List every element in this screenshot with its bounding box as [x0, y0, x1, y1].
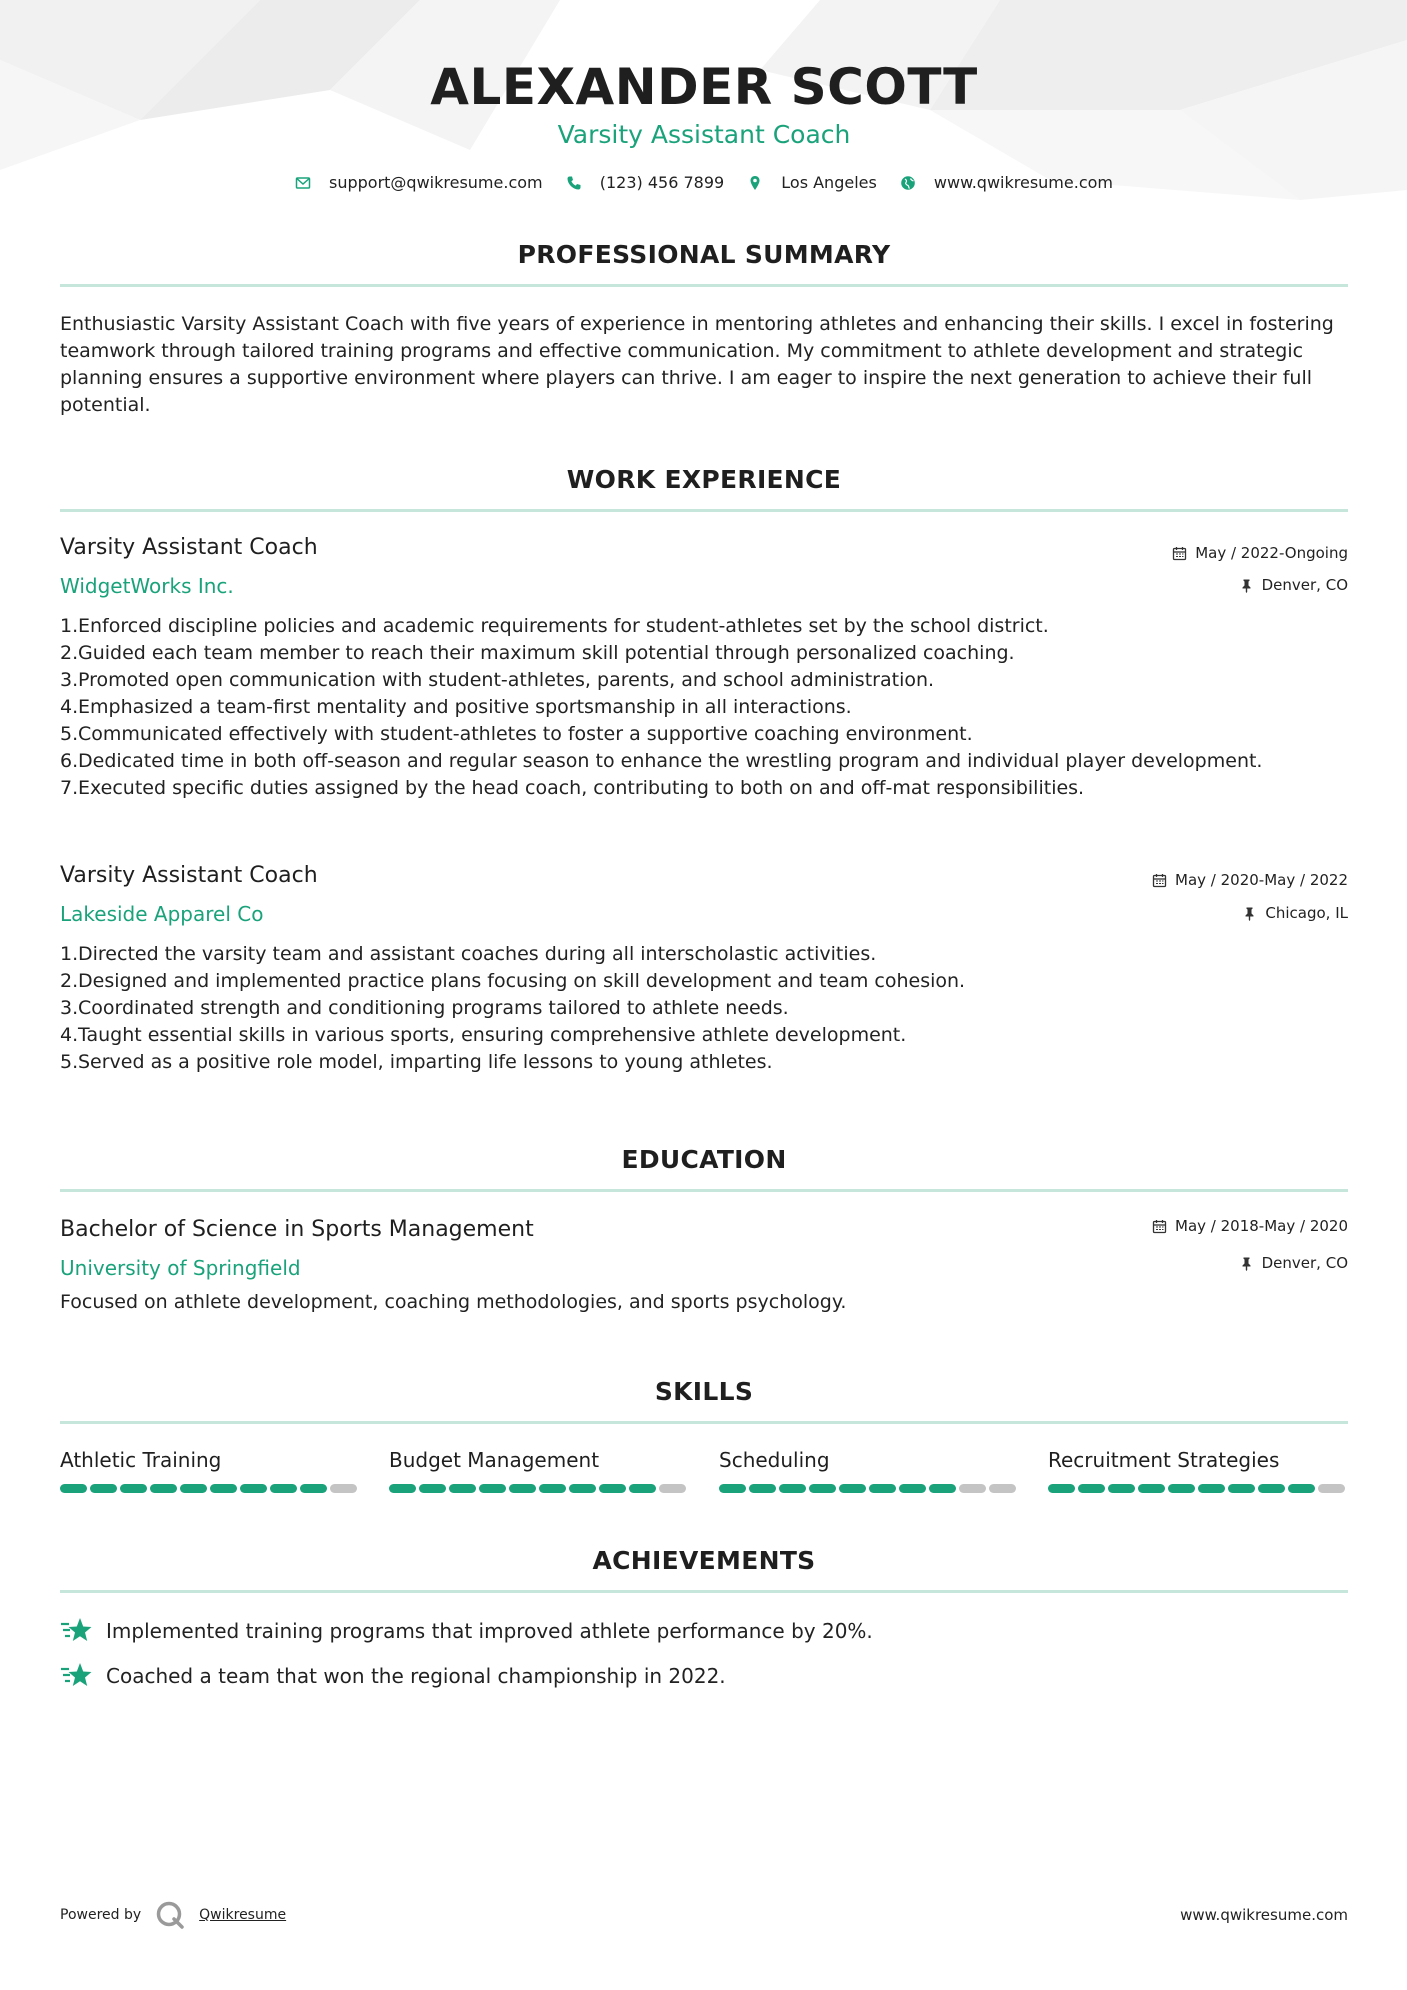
- section-title-education: EDUCATION: [621, 1145, 787, 1174]
- job-dates-text: May / 2022-Ongoing: [1195, 544, 1348, 562]
- footer-powered-by: [60, 1900, 286, 1930]
- pushpin-icon: [1239, 578, 1254, 593]
- skill-segment-filled: [300, 1484, 327, 1493]
- skill-segment-filled: [899, 1484, 926, 1493]
- skill-segment-filled: [779, 1484, 806, 1493]
- achievement-item: [60, 1616, 873, 1646]
- envelope-icon: [295, 175, 311, 191]
- skill-segment-filled: [1288, 1484, 1315, 1493]
- candidate-title: Varsity Assistant Coach: [557, 120, 851, 149]
- calendar-icon: [1152, 873, 1167, 888]
- skill-segment-filled: [60, 1484, 87, 1493]
- job-location: [1242, 904, 1348, 922]
- school-name: University of Springfield: [60, 1256, 301, 1280]
- degree-title: Bachelor of Science in Sports Management: [60, 1217, 534, 1242]
- section-divider: [60, 1590, 1348, 1593]
- skill-segment-filled: [629, 1484, 656, 1493]
- skill-segment-filled: [150, 1484, 177, 1493]
- education-description: Focused on athlete development, coaching methodologies, and sports psychology.: [60, 1291, 847, 1313]
- resume-page: [60, 0, 1348, 1990]
- skill-name: Recruitment Strategies: [1048, 1448, 1280, 1472]
- job-responsibilities: [60, 613, 1348, 802]
- contact-location-text: Los Angeles: [781, 173, 877, 192]
- job-location-text: Denver, CO: [1261, 576, 1348, 594]
- list-item: 2. Guided each team member to reach their maximum skill potential through personalized coaching.: [60, 642, 1015, 664]
- star-achievement-icon: [60, 1616, 92, 1646]
- skill-level-bar: [60, 1484, 360, 1493]
- skill-segment-filled: [449, 1484, 476, 1493]
- education-location: [1239, 1254, 1348, 1272]
- skill-segment-filled: [1138, 1484, 1165, 1493]
- skill-item: [719, 1448, 1019, 1493]
- achievement-text: Implemented training programs that improved athlete performance by 20%.: [106, 1619, 873, 1643]
- skill-segment-filled: [240, 1484, 267, 1493]
- skill-segment-filled: [90, 1484, 117, 1493]
- skill-segment-empty: [1318, 1484, 1345, 1493]
- phone-icon: [566, 175, 582, 191]
- globe-icon: [900, 175, 916, 191]
- skill-name: Scheduling: [719, 1448, 830, 1472]
- calendar-icon: [1172, 546, 1187, 561]
- skill-name: Athletic Training: [60, 1448, 222, 1472]
- education-location-text: Denver, CO: [1261, 1254, 1348, 1272]
- skill-segment-filled: [1108, 1484, 1135, 1493]
- qwikresume-logo-icon: [155, 1900, 185, 1930]
- skill-item: [1048, 1448, 1348, 1493]
- contact-bar: [60, 173, 1348, 195]
- skill-segment-filled: [210, 1484, 237, 1493]
- skill-segment-filled: [1048, 1484, 1075, 1493]
- skill-item: [60, 1448, 360, 1493]
- job-dates: [1172, 544, 1348, 562]
- qwikresume-link[interactable]: Qwikresume: [199, 1907, 287, 1923]
- list-item: 1. Directed the varsity team and assistant coaches during all interscholastic activities.: [60, 943, 877, 965]
- contact-location: [747, 173, 877, 192]
- calendar-icon: [1152, 1219, 1167, 1234]
- skill-segment-filled: [1228, 1484, 1255, 1493]
- pushpin-icon: [1239, 1256, 1254, 1271]
- list-item: 5. Communicated effectively with student-athletes to foster a supportive coaching environment.: [60, 723, 973, 745]
- section-divider: [60, 284, 1348, 287]
- powered-by-label: Powered by: [60, 1907, 142, 1923]
- achievement-item: [60, 1661, 726, 1691]
- skill-segment-empty: [959, 1484, 986, 1493]
- skill-segment-filled: [120, 1484, 147, 1493]
- job-title: Varsity Assistant Coach: [60, 863, 318, 888]
- list-item: 3. Promoted open communication with student-athletes, parents, and school administration.: [60, 669, 935, 691]
- map-pin-icon: [747, 175, 763, 191]
- education-dates-text: May / 2018-May / 2020: [1175, 1217, 1348, 1235]
- skill-segment-filled: [869, 1484, 896, 1493]
- company-name: Lakeside Apparel Co: [60, 902, 264, 926]
- star-achievement-icon: [60, 1661, 92, 1691]
- job-title: Varsity Assistant Coach: [60, 535, 318, 560]
- skill-segment-filled: [599, 1484, 626, 1493]
- skill-name: Budget Management: [389, 1448, 600, 1472]
- skill-segment-filled: [809, 1484, 836, 1493]
- skill-segment-filled: [929, 1484, 956, 1493]
- skill-segment-empty: [989, 1484, 1016, 1493]
- skill-segment-filled: [839, 1484, 866, 1493]
- footer-website-link[interactable]: www.qwikresume.com: [1180, 1906, 1348, 1924]
- skill-level-bar: [719, 1484, 1019, 1493]
- section-title-skills: SKILLS: [654, 1377, 754, 1406]
- contact-website-text: www.qwikresume.com: [933, 173, 1113, 192]
- job-responsibilities: [60, 941, 1348, 1076]
- skill-segment-filled: [539, 1484, 566, 1493]
- list-item: 4. Emphasized a team-first mentality and positive sportsmanship in all interactions.: [60, 696, 852, 718]
- list-item: 3. Coordinated strength and conditioning programs tailored to athlete needs.: [60, 997, 789, 1019]
- list-item: 4. Taught essential skills in various sports, ensuring comprehensive athlete development.: [60, 1024, 907, 1046]
- skill-segment-filled: [479, 1484, 506, 1493]
- pushpin-icon: [1242, 906, 1257, 921]
- skill-segment-filled: [569, 1484, 596, 1493]
- candidate-name: ALEXANDER SCOTT: [430, 58, 978, 116]
- skill-level-bar: [389, 1484, 689, 1493]
- skill-segment-filled: [1198, 1484, 1225, 1493]
- skill-segment-empty: [659, 1484, 686, 1493]
- section-title-experience: WORK EXPERIENCE: [566, 465, 842, 494]
- list-item: 7. Executed specific duties assigned by the head coach, contributing to both on and off-mat responsibilities.: [60, 777, 1085, 799]
- skill-segment-empty: [330, 1484, 357, 1493]
- list-item: 2. Designed and implemented practice plans focusing on skill development and team cohesion.: [60, 970, 966, 992]
- skill-segment-filled: [749, 1484, 776, 1493]
- skill-level-bar: [1048, 1484, 1348, 1493]
- list-item: 5. Served as a positive role model, imparting life lessons to young athletes.: [60, 1051, 773, 1073]
- job-location-text: Chicago, IL: [1265, 904, 1348, 922]
- contact-email-text: support@qwikresume.com: [329, 173, 543, 192]
- skill-item: [389, 1448, 689, 1493]
- skill-segment-filled: [389, 1484, 416, 1493]
- contact-email[interactable]: [295, 173, 543, 192]
- skill-segment-filled: [1168, 1484, 1195, 1493]
- summary-text: Enthusiastic Varsity Assistant Coach with five years of experience in mentoring athletes and enhancing their skills. I excel in fostering teamwork through tailored training programs and effective communication. My commitment to athlete development and strategic planning ensures a supportive environment where players can thrive. I am eager to inspire the next generation to achieve their full potential.: [60, 313, 1334, 416]
- job-dates: [1152, 871, 1348, 889]
- section-title-summary: PROFESSIONAL SUMMARY: [517, 240, 891, 269]
- list-item: 6. Dedicated time in both off-season and regular season to enhance the wrestling program and individual player development.: [60, 750, 1263, 772]
- skill-segment-filled: [1078, 1484, 1105, 1493]
- contact-website[interactable]: [900, 173, 1113, 192]
- section-divider: [60, 1189, 1348, 1192]
- job-location: [1239, 576, 1348, 594]
- skill-segment-filled: [719, 1484, 746, 1493]
- job-dates-text: May / 2020-May / 2022: [1175, 871, 1348, 889]
- skill-segment-filled: [1258, 1484, 1285, 1493]
- education-dates: [1152, 1217, 1348, 1235]
- skill-segment-filled: [270, 1484, 297, 1493]
- skill-segment-filled: [180, 1484, 207, 1493]
- section-title-achievements: ACHIEVEMENTS: [592, 1546, 816, 1575]
- skill-segment-filled: [509, 1484, 536, 1493]
- section-divider: [60, 1421, 1348, 1424]
- skill-segment-filled: [419, 1484, 446, 1493]
- contact-phone[interactable]: [566, 173, 724, 192]
- company-name: WidgetWorks Inc.: [60, 574, 234, 598]
- section-divider: [60, 509, 1348, 512]
- contact-phone-text: (123) 456 7899: [599, 173, 725, 192]
- list-item: 1. Enforced discipline policies and academic requirements for student-athletes set by the school district.: [60, 615, 1049, 637]
- achievement-text: Coached a team that won the regional championship in 2022.: [106, 1664, 726, 1688]
